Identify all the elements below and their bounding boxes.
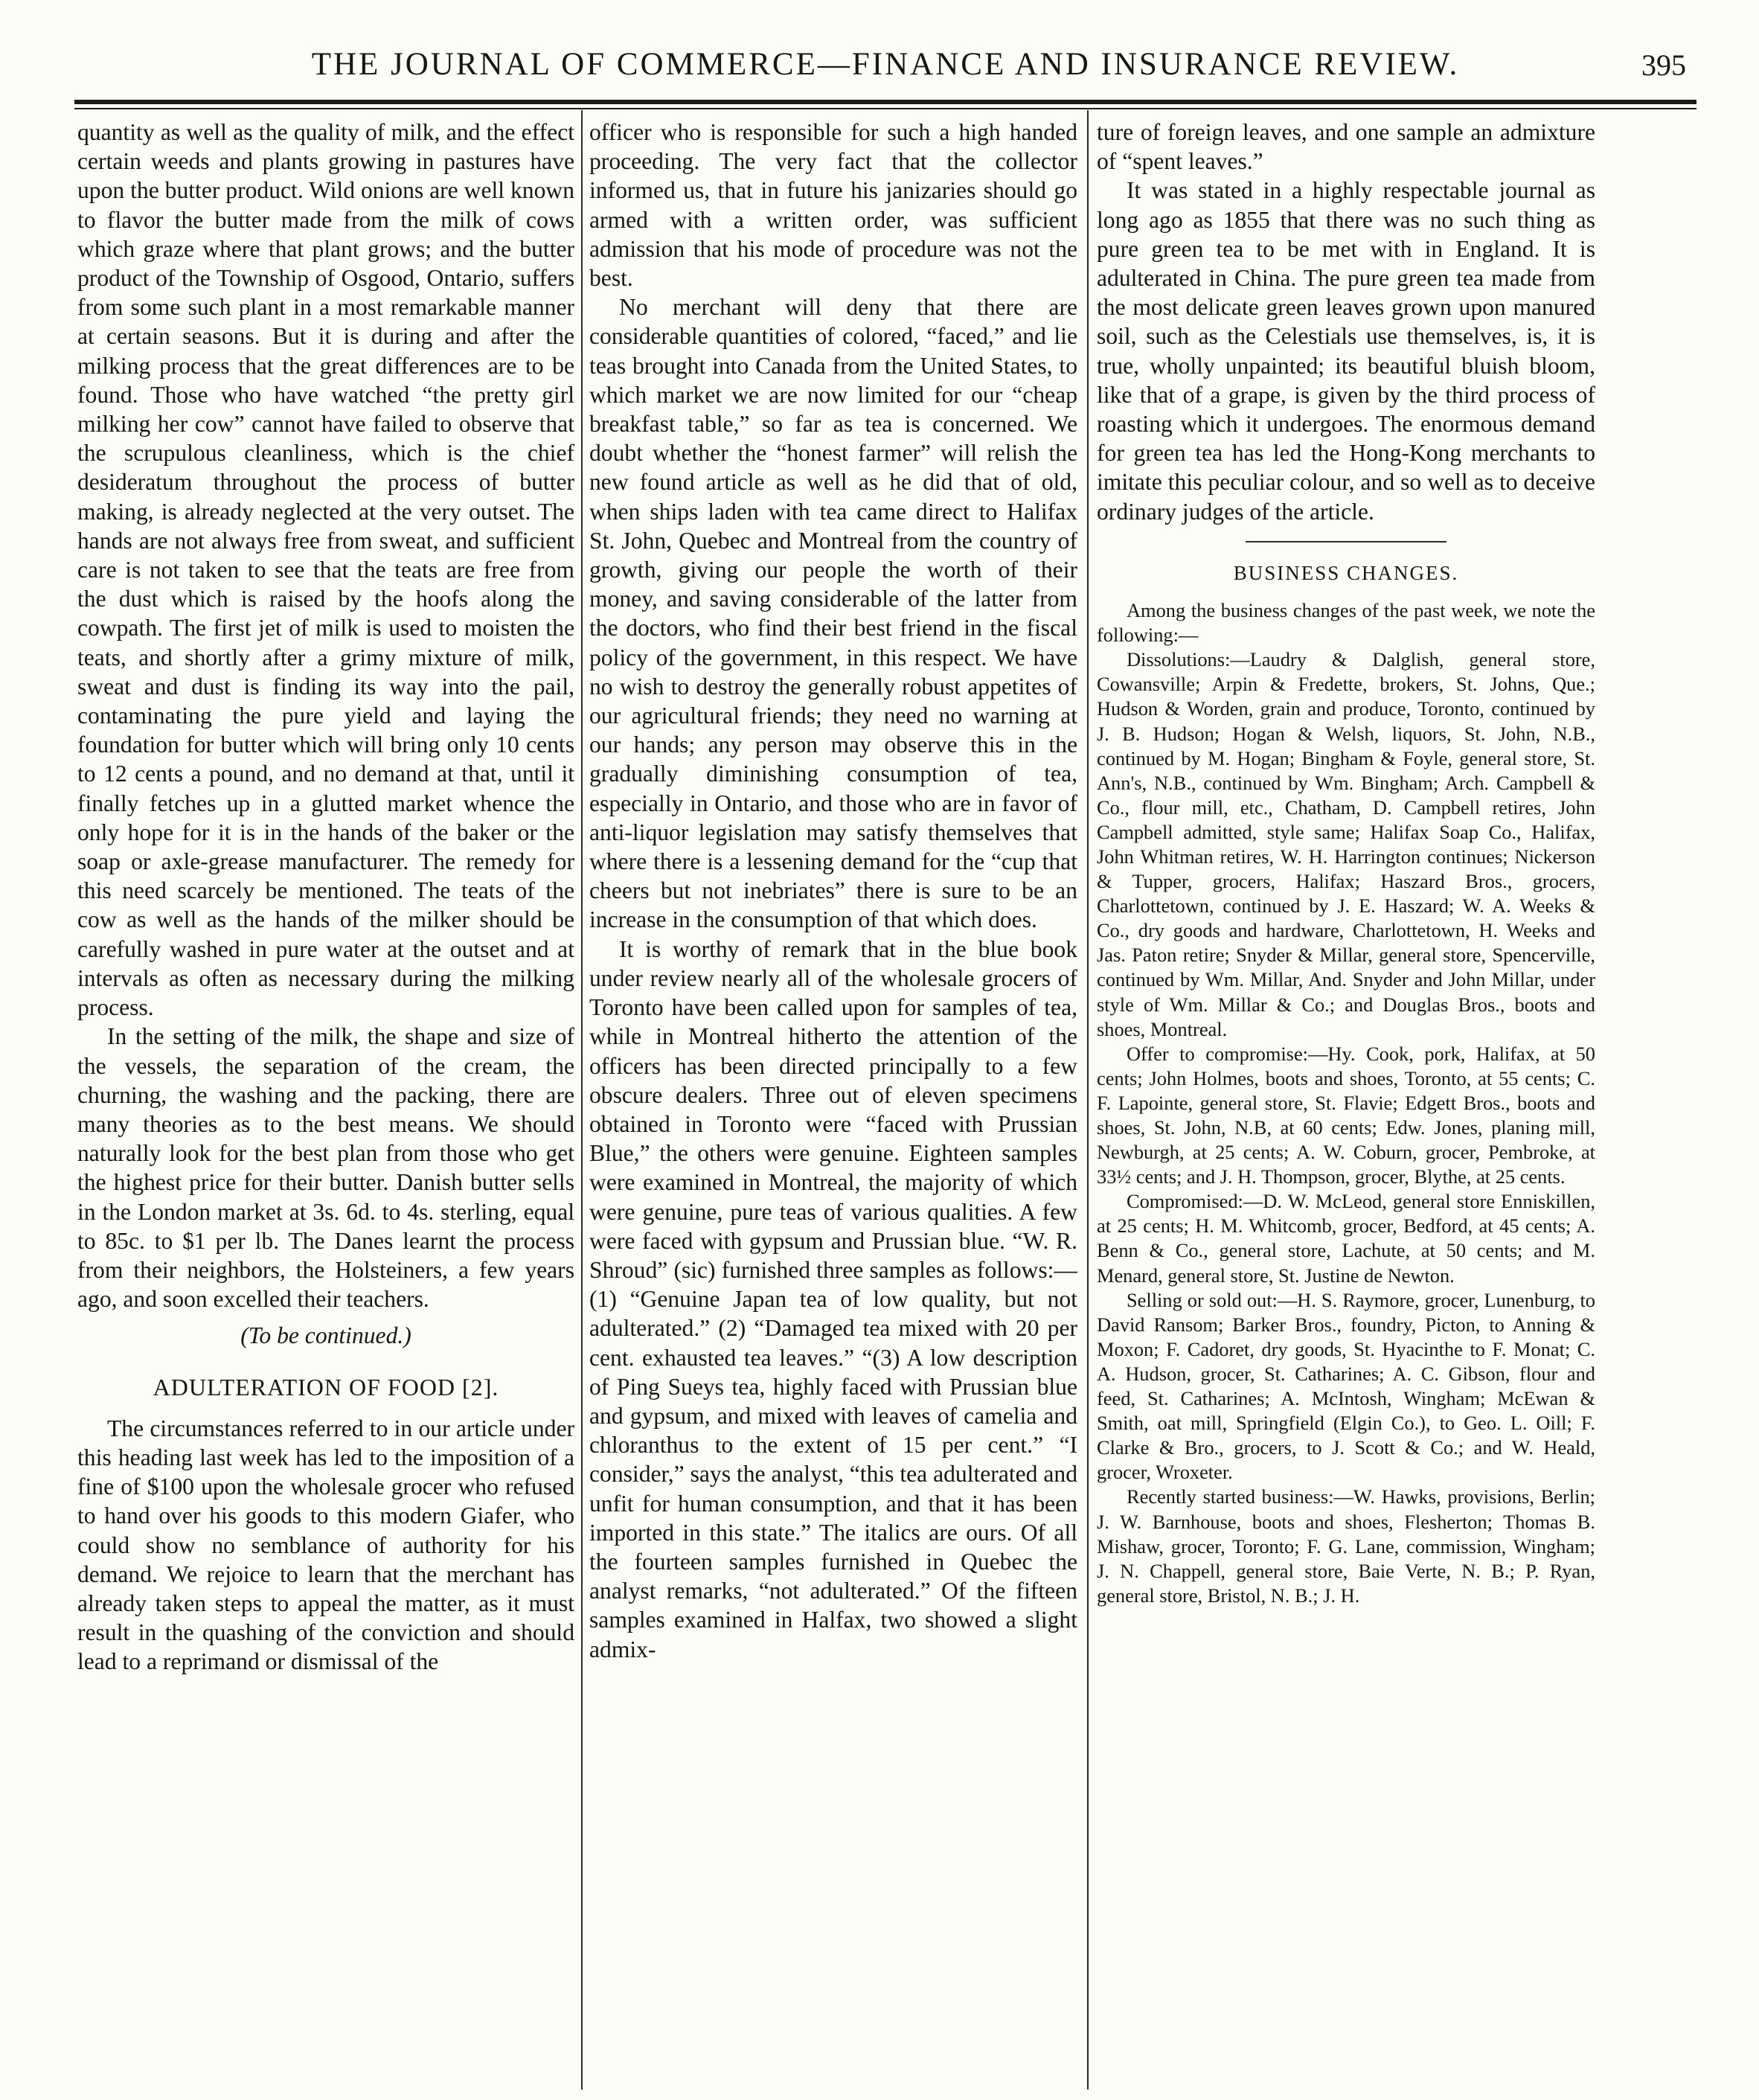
paragraph: ture of foreign leaves, and one sample an admixture of “spent leaves.” [1097, 119, 1595, 175]
column-1 [77, 118, 574, 2082]
paragraph: Compromised:—D. W. McLeod, general store Enniskillen, at 25 cents; H. M. Whitcomb, grocer, Bedford, at 45 cents; A. Benn & Co., general store, Lachute, at 50 cents; and M. Menard, general store, St. Justine de Newton. [1097, 1190, 1595, 1287]
column-2 [589, 118, 1077, 2082]
column-3 [1097, 118, 1595, 2082]
paragraph: In the setting of the milk, the shape and size of the vessels, the separation of the cream, the churning, the washing and the packing, there are many theories as to the best means. We should naturally look for the best plan from those who get the highest price for their butter. Danish butter sells in the London market at 3s. 6d. to 4s. sterling, equal to 85c. to $1 per lb. The Danes learnt the process from their neighbors, the Holsteiners, a few years ago, and soon excelled their teachers. [77, 1023, 574, 1313]
paragraph: officer who is responsible for such a high handed proceeding. The very fact that the collector informed us, that in future his janizaries should go armed with a written order, was sufficient admission that his mode of procedure was not the best. [589, 119, 1077, 292]
column-divider [581, 110, 583, 2090]
continued-note: (To be continued.) [240, 1322, 411, 1349]
section-heading: BUSINESS CHANGES. [1233, 561, 1459, 584]
section-rule [1246, 541, 1446, 542]
paragraph: It was stated in a highly respectable journal as long ago as 1855 that there was no such thing as pure green tea to be met with in England. It is adulterated in China. The pure green tea made from the most delicate green leaves grown upon manured soil, such as the Celestials use themselves, is, it is true, wholly unpainted; its beautiful bluish bloom, like that of a grape, is given by the third process of roasting which it undergoes. The enormous demand for green tea has led the Hong-Kong merchants to imitate this peculiar colour, and so well as to deceive ordinary judges of the article. [1097, 177, 1595, 525]
page-header [74, 22, 1696, 97]
business-changes-list [1097, 598, 1595, 1608]
paragraph: Dissolutions:—Laudry & Dalglish, general store, Cowansville; Arpin & Fredette, brokers, St. Johns, Que.; Hudson & Worden, grain and produce, Toronto, continued by J. B. Hudson; Hogan & Welsh, liquors, St. John, N.B., continued by M. Hogan; Bingham & Foyle, general store, St. Ann's, N.B., continued by Wm. Bingham; Arch. Campbell & Co., flour mill, etc., Chatham, D. Campbell retires, John Campbell admitted, style same; Halifax Soap Co., Halifax, John Whitman retires, W. H. Harrington continues; Nickerson & Tupper, grocers, Halifax; Haszard Bros., grocers, Charlottetown, continued by J. E. Haszard; W. A. Weeks & Co., dry goods and hardware, Charlottetown, H. Weeks and Jas. Paton retire; Snyder & Millar, general store, Spencerville, continued by Wm. Millar, And. Snyder and John Millar, under style of Wm. Millar & Co.; and Douglas Bros., boots and shoes, Montreal. [1097, 648, 1595, 1040]
header-rule-thin [74, 108, 1696, 109]
journal-title: THE JOURNAL OF COMMERCE—FINANCE AND INSURANCE REVIEW. [311, 47, 1460, 82]
paragraph: Recently started business:—W. Hawks, provisions, Berlin; J. W. Barnhouse, boots and shoes, Flesherton; Thomas B. Mishaw, grocer, Toronto; F. G. Lane, commission, Wingham; J. N. Chappell, general store, Baie Verte, N. B.; P. Ryan, general store, Bristol, N. B.; J. H. [1097, 1485, 1595, 1607]
paragraph: Offer to compromise:—Hy. Cook, pork, Halifax, at 50 cents; John Holmes, boots and shoes, Toronto, at 55 cents; C. F. Lapointe, general store, St. Flavie; Edgett Bros., boots and shoes, St. John, N.B, at 60 cents; Edw. Jones, planing mill, Newburgh, at 25 cents; A. W. Coburn, grocer, Pembroke, at 33½ cents; and J. H. Thompson, grocer, Blythe, at 25 cents. [1097, 1042, 1595, 1188]
column-divider [1087, 110, 1089, 2090]
header-rule-thick [74, 100, 1696, 104]
article-heading: ADULTERATION OF FOOD [2]. [153, 1373, 499, 1400]
paragraph: It is worthy of remark that in the blue book under review nearly all of the wholesale grocers of Toronto have been called upon for samples of tea, while in Montreal hitherto the attention of the officers has been directed principally to a few obscure dealers. Three out of eleven specimens obtained in Toronto were “faced with Prussian Blue,” the others were genuine. Eighteen samples were examined in Montreal, the majority of which were genuine, pure teas of various qualities. A few were faced with gypsum and Prussian blue. “W. R. Shroud” (sic) furnished three samples as follows:—(1) “Genuine Japan tea of low quality, but not adulterated.” (2) “Damaged tea mixed with 20 per cent. exhausted tea leaves.” “(3) A low description of Ping Sueys tea, highly faced with Prussian blue and gypsum, and mixed with leaves of camelia and chloranthus to the extent of 15 per cent.” “I consider,” says the analyst, “this tea adulterated and unfit for human consumption, and that it has been imported in this state.” The italics are ours. Of all the fourteen samples furnished in Quebec the analyst remarks, “not adulterated.” Of the fifteen samples examined in Halfax, two showed a slight admix- [589, 935, 1077, 1662]
page-number: 395 [1641, 48, 1686, 82]
paragraph: quantity as well as the quality of milk, and the effect certain weeds and plants growing in pastures have upon the butter product. Wild onions are well known to flavor the butter made from the milk of cows which graze where that plant grows; and the butter product of the Township of Osgood, Ontario, suffers from some such plant in a most remarkable manner at certain seasons. But it is during and after the milking process that the great differences are to be found. Those who have watched “the pretty girl milking her cow” cannot have failed to observe that the scrupulous cleanliness, which is the chief desideratum throughout the process of butter making, is already neglected at the very outset. The hands are not always free from sweat, and sufficient care is not taken to see that the teats are free from the dust which is raised by the hoofs along the cowpath. The first jet of milk is used to moisten the teats, and shortly after a grimy mixture of milk, sweat and dust is finding its way into the pail, contaminating the pure yield and laying the foundation for butter which will bring only 10 cents to 12 cents a pound, and no demand at that, until it finally fetches up in a glutted market whence the only hope for it is in the hands of the baker or the soap or axle-grease manufacturer. The remedy for this need scarcely be mentioned. The teats of the cow as well as the hands of the milker should be carefully washed in pure water at the outset and at intervals as often as necessary during the milking process. [77, 119, 574, 1021]
paragraph: Among the business changes of the past week, we note the following:— [1097, 599, 1595, 647]
paragraph: The circumstances referred to in our article under this heading last week has led to the imposition of a fine of $100 upon the wholesale grocer who refused to hand over his goods to this modern Giafer, who could show no semblance of authority for his demand. We rejoice to learn that the merchant has already taken steps to appeal the matter, as it must result in the quashing of the conviction and should lead to a reprimand or dismissal of the [77, 1415, 574, 1675]
paragraph: Selling or sold out:—H. S. Raymore, grocer, Lunenburg, to David Ransom; Barker Bros., foundry, Picton, to Anning & Moxon; F. Cadoret, dry goods, St. Hyacinthe to F. Monat; C. A. Hudson, grocer, St. Catharines; A. C. Gibson, flour and feed, St. Catharines; A. McIntosh, Wingham; McEwan & Smith, oat mill, Springfield (Elgin Co.), to Geo. L. Oill; F. Clarke & Bro., grocers, to J. Scott & Co.; and W. Heald, grocer, Wroxeter. [1097, 1288, 1595, 1484]
paragraph: No merchant will deny that there are considerable quantities of colored, “faced,” and lie teas brought into Canada from the United States, to which market we are now limited for our “cheap breakfast table,” so far as tea is concerned. We doubt whether the “honest farmer” will relish the new found article as well as he did that of old, when ships laden with tea came direct to Halifax St. John, Quebec and Montreal from the country of growth, giving our people the worth of their money, and saving considerable of the latter from the doctors, who find their best friend in the fiscal policy of the government, in this respect. We have no wish to destroy the generally robust appetites of our agricultural friends; they need no warning at our hands; any person may observe this in the gradually diminishing consumption of tea, especially in Ontario, and those who are in favor of anti-liquor legislation may satisfy themselves that where there is a lessening demand for the “cup that cheers but not inebriates” there is sure to be an increase in the consumption of that which does. [589, 294, 1077, 933]
